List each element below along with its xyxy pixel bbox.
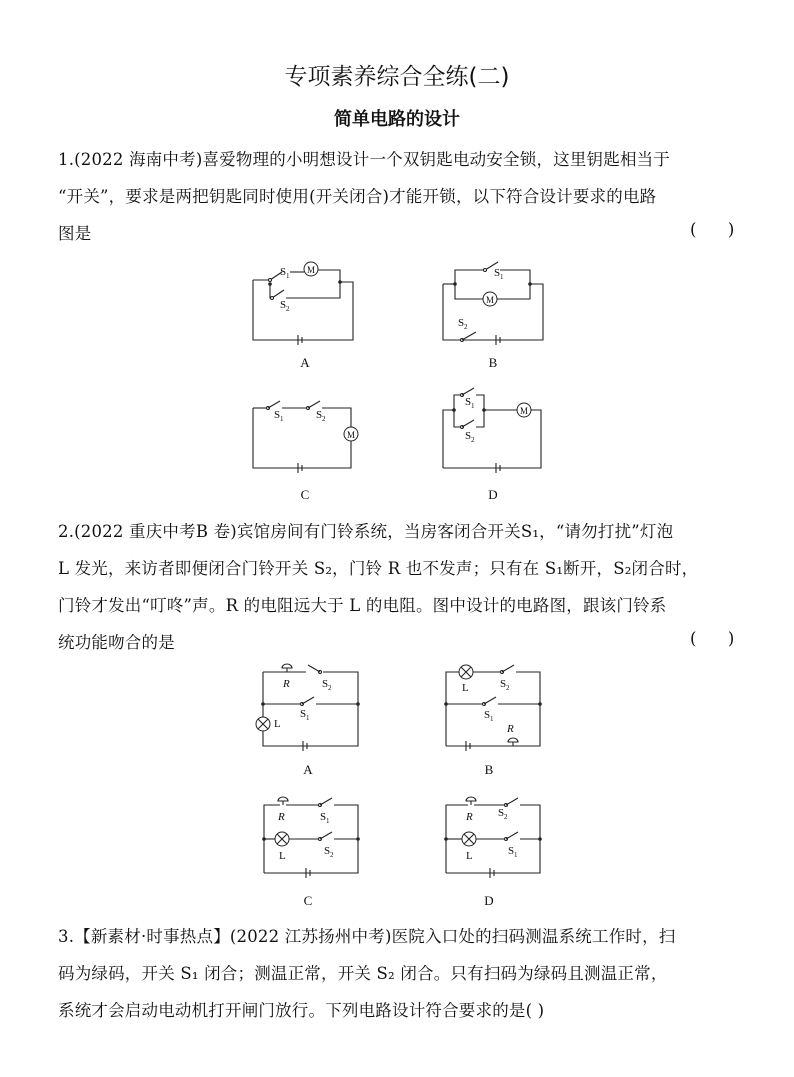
q2-line-2: L 发光，来访者即便闭合门铃开关 S₂，门铃 R 也不发声；只有在 S₁断开，S₂闭合时， (58, 559, 699, 578)
q1-answer-bracket[interactable]: ( ) (690, 220, 735, 239)
svg-text:S: S (274, 409, 281, 421)
svg-text:M: M (520, 406, 529, 416)
q1-option-c-label[interactable]: C (300, 487, 310, 502)
svg-text:1: 1 (280, 415, 284, 423)
q2-option-b-label[interactable]: B (484, 762, 494, 777)
svg-text:L: L (466, 850, 473, 862)
bell-r (278, 797, 288, 801)
switch-s1 (462, 388, 474, 395)
bell-r (508, 738, 518, 742)
svg-text:S: S (458, 317, 465, 329)
q3-line-2: 码为绿码，开关 S₁ 闭合；测温正常，开关 S₂ 闭合。只有扫码为绿码且测温正常， (58, 964, 668, 983)
svg-text:1: 1 (500, 273, 504, 281)
q2-option-c-label[interactable]: C (303, 893, 313, 908)
switch-s1 (268, 401, 280, 408)
switch-s2 (506, 798, 518, 805)
svg-text:R: R (278, 811, 285, 823)
switch-s2 (308, 665, 320, 672)
q1-line-1: 1.(2022 海南中考)喜爱物理的小明想设计一个双钥匙电动安全锁，这里钥匙相当于 (58, 150, 671, 169)
switch-s1 (506, 832, 518, 839)
svg-text:1: 1 (306, 714, 310, 722)
q2-circuit-a (258, 660, 362, 750)
q2-circuit-d (444, 793, 544, 878)
svg-text:M: M (347, 430, 356, 440)
svg-text:S: S (324, 845, 331, 857)
q1-line-3: 图是 (58, 224, 92, 243)
svg-text:S: S (316, 409, 323, 421)
svg-text:S: S (322, 678, 329, 690)
q1-option-b-label[interactable]: B (488, 355, 498, 370)
svg-text:S: S (465, 430, 472, 442)
svg-text:S: S (508, 845, 515, 857)
svg-text:2: 2 (506, 684, 510, 692)
q1-option-a-label[interactable]: A (300, 355, 310, 370)
bell-r (466, 797, 476, 801)
svg-text:2: 2 (328, 684, 332, 692)
svg-text:1: 1 (286, 272, 290, 280)
svg-text:2: 2 (464, 323, 468, 331)
svg-text:S: S (500, 678, 507, 690)
switch-s2 (272, 290, 284, 298)
q3-line-3: 系统才会启动电动机打开闸门放行。下列电路设计符合要求的是( ) (58, 1001, 545, 1020)
svg-text:1: 1 (326, 817, 330, 825)
svg-text:1: 1 (471, 402, 475, 410)
svg-text:1: 1 (490, 715, 494, 723)
q1-circuit-b (440, 262, 550, 344)
q2-circuit-c (262, 793, 362, 878)
svg-text:R: R (466, 811, 473, 823)
q1-circuit-a (250, 258, 360, 343)
switch-s2 (462, 420, 474, 427)
svg-text:2: 2 (471, 436, 475, 444)
q1-circuit-d (440, 390, 550, 472)
svg-text:2: 2 (322, 415, 326, 423)
svg-text:S: S (484, 709, 491, 721)
q2-line-1: 2.(2022 重庆中考B 卷)宾馆房间有门铃系统，当房客闭合开关S₁，“请勿打扰”灯泡 (58, 522, 674, 541)
svg-text:S: S (494, 267, 501, 279)
q2-option-d-label[interactable]: D (484, 893, 494, 908)
switch-s2 (308, 401, 320, 408)
page-subtitle: 简单电路的设计 (334, 109, 460, 130)
bell-r (282, 664, 292, 668)
svg-text:L: L (279, 850, 286, 862)
switch-s1 (320, 798, 332, 805)
q2-line-4: 统功能吻合的是 (58, 633, 175, 652)
svg-text:M: M (307, 265, 316, 275)
switch-s2 (502, 665, 514, 672)
q3-line-1: 3.【新素材·时事热点】(2022 江苏扬州中考)医院入口处的扫码测温系统工作时，扫 (58, 927, 676, 946)
page-title: 专项素养综合全练(二) (284, 64, 510, 90)
switch-s2 (320, 832, 332, 839)
svg-text:R: R (283, 678, 290, 690)
q2-option-a-label[interactable]: A (303, 762, 313, 777)
svg-text:L: L (274, 718, 281, 730)
label-s2: S (280, 299, 287, 311)
svg-text:L: L (462, 682, 469, 694)
svg-text:S: S (320, 811, 327, 823)
label-s1: S (280, 266, 287, 278)
switch-s1 (484, 697, 496, 704)
svg-text:S: S (498, 807, 505, 819)
q2-circuit-b (444, 660, 544, 750)
svg-text:2: 2 (330, 851, 334, 859)
svg-text:S: S (300, 708, 307, 720)
q1-option-d-label[interactable]: D (488, 487, 498, 502)
q2-answer-bracket[interactable]: ( ) (690, 629, 735, 648)
switch-s1 (302, 697, 314, 704)
svg-text:2: 2 (504, 813, 508, 821)
q1-line-2: “开关”，要求是两把钥匙同时使用(开关闭合)才能开锁，以下符合设计要求的电路 (58, 187, 657, 206)
svg-text:1: 1 (514, 851, 518, 859)
svg-text:S: S (465, 396, 472, 408)
svg-text:M: M (486, 295, 495, 305)
switch-s2 (462, 332, 476, 340)
svg-text:R: R (507, 723, 514, 735)
svg-text:2: 2 (286, 305, 290, 313)
q2-line-3: 门铃才发出“叮咚”声。R 的电阻远大于 L 的电阻。图中设计的电路图，跟该门铃系 (58, 596, 667, 615)
q1-circuit-c (250, 398, 360, 473)
